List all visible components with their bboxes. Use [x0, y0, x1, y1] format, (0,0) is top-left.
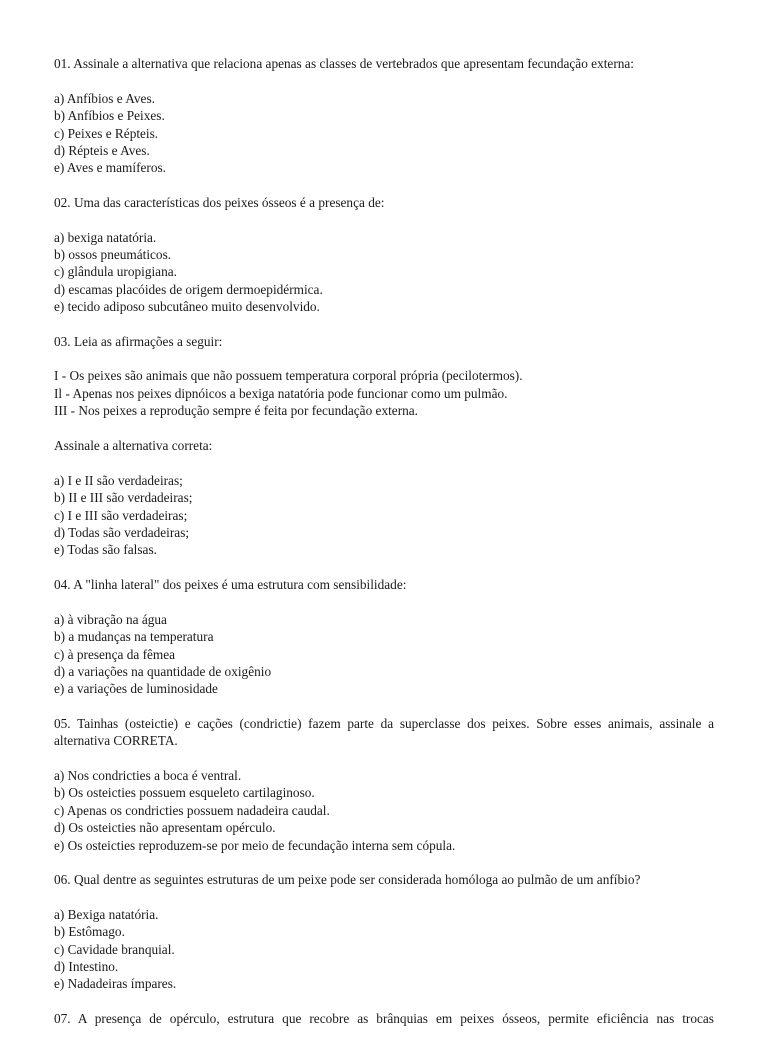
question-03 [54, 333, 714, 559]
option-c: c) glândula uropigiana. [54, 264, 177, 280]
option-b: b) ossos pneumáticos. [54, 247, 172, 263]
statement-iii: III - Nos peixes a reprodução sempre é feita por fecundação externa. [54, 403, 419, 419]
question-stem: 01. Assinale a alternativa que relaciona apenas as classes de vertebrados que apresentam fecundação externa: [54, 56, 634, 71]
option-c: c) Cavidade branquial. [54, 941, 175, 957]
statement-list [54, 367, 714, 419]
question-05 [54, 715, 714, 854]
document-page [54, 55, 714, 1044]
option-d: d) Répteis e Aves. [54, 143, 150, 159]
option-a: a) Bexiga natatória. [54, 906, 159, 922]
option-a: a) Nos condricties a boca é ventral. [54, 767, 242, 783]
option-b: b) II e III são verdadeiras; [54, 490, 193, 506]
option-a: a) bexiga natatória. [54, 229, 157, 245]
option-e: e) Os osteicties reproduzem-se por meio de fecundação interna sem cópula. [54, 837, 456, 853]
option-b: b) a mudanças na temperatura [54, 629, 214, 645]
question-stem: 02. Uma das características dos peixes ósseos é a presença de: [54, 194, 385, 210]
option-d: d) escamas placóides de origem dermoepidérmica. [54, 281, 323, 297]
question-07 [54, 1010, 714, 1027]
option-d: d) Os osteicties não apresentam opérculo. [54, 820, 276, 836]
option-list [54, 229, 714, 316]
option-e: e) Nadadeiras ímpares. [54, 976, 177, 992]
question-stem: 04. A "linha lateral" dos peixes é uma estrutura com sensibilidade: [54, 576, 407, 592]
question-02 [54, 194, 714, 316]
option-d: d) Intestino. [54, 958, 119, 974]
option-list [54, 906, 714, 993]
question-01 [54, 55, 714, 177]
statement-i: I - Os peixes são animais que não possuem temperatura corporal própria (pecilotermos). [54, 368, 523, 384]
option-b: b) Estômago. [54, 924, 125, 940]
option-d: d) a variações na quantidade de oxigênio [54, 663, 272, 679]
option-a: a) I e II são verdadeiras; [54, 472, 183, 488]
question-06 [54, 871, 714, 993]
option-e: e) tecido adiposo subcutâneo muito desenvolvido. [54, 299, 320, 315]
option-a: a) à vibração na água [54, 611, 167, 627]
option-a: a) Anfíbios e Aves. [54, 90, 155, 106]
option-c: c) à presença da fêmea [54, 646, 176, 662]
question-stem: 05. Tainhas (osteictie) e cações (condrictie) fazem parte da superclasse dos peixes. Sobre esses animais, assinale a alternativa CORRETA. [54, 715, 714, 749]
option-c: c) Peixes e Répteis. [54, 125, 159, 141]
option-list [54, 767, 714, 854]
option-b: b) Os osteicties possuem esqueleto cartilaginoso. [54, 785, 315, 801]
option-list [54, 472, 714, 559]
question-stem: 06. Qual dentre as seguintes estruturas de um peixe pode ser considerada homóloga ao pulmão de um anfíbio? [54, 871, 641, 887]
question-stem: 07. A presença de opérculo, estrutura que recobre as brânquias em peixes ósseos, permite eficiência nas trocas [54, 1010, 714, 1026]
option-e: e) Aves e mamíferos. [54, 160, 166, 176]
option-c: c) I e III são verdadeiras; [54, 507, 188, 523]
question-stem: 03. Leia as afirmações a seguir: [54, 333, 223, 349]
question-prompt: Assinale a alternativa correta: [54, 438, 213, 454]
statement-ii: Il - Apenas nos peixes dipnóicos a bexiga natatória pode funcionar como um pulmão. [54, 385, 508, 401]
option-e: e) Todas são falsas. [54, 542, 157, 558]
option-b: b) Anfíbios e Peixes. [54, 108, 165, 124]
option-list [54, 611, 714, 698]
option-list [54, 90, 714, 177]
option-d: d) Todas são verdadeiras; [54, 525, 190, 541]
question-04 [54, 576, 714, 698]
option-e: e) a variações de luminosidade [54, 681, 218, 697]
option-c: c) Apenas os condricties possuem nadadeira caudal. [54, 802, 330, 818]
